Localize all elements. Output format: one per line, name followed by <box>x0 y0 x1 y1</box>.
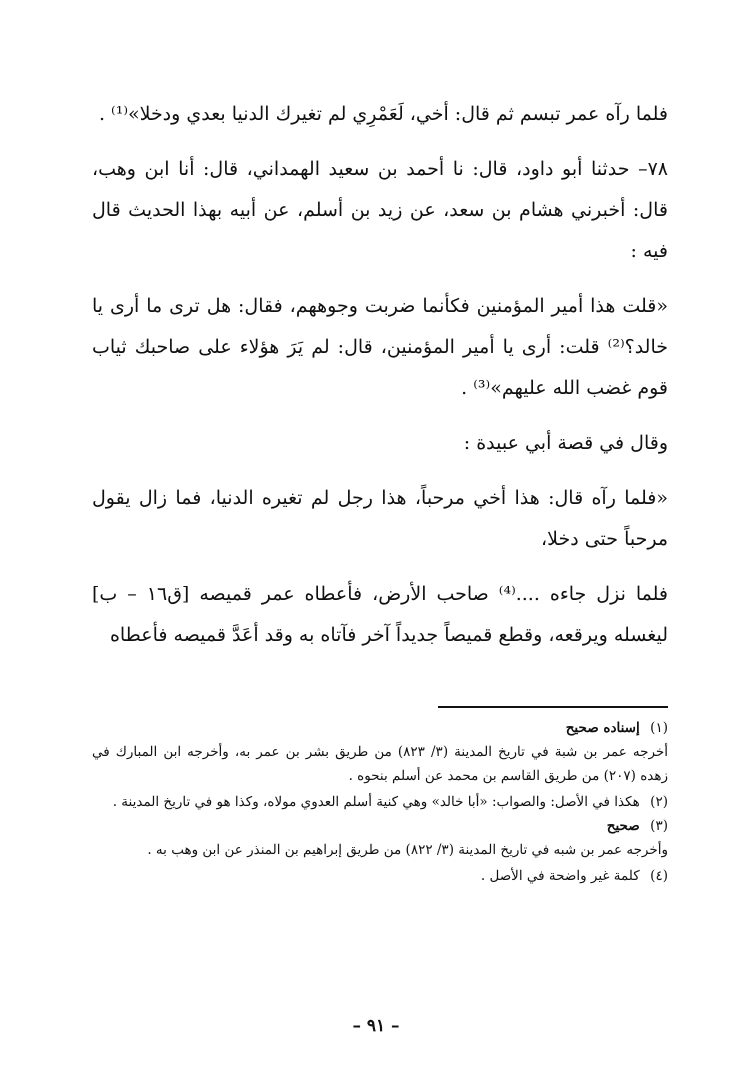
footnote-3 <box>92 814 668 838</box>
footnote-heading: صحيح <box>606 818 640 834</box>
footnote-3-body: وأخرجه عمر بن شبه في تاريخ المدينة (٣/ ٨٢٢) من طريق إبراهيم بن المنذر عن ابن وهب به . <box>147 842 668 858</box>
page-number: – ٩١ – <box>352 1016 400 1036</box>
footnote-number: (٣) <box>650 818 668 834</box>
paragraph-4: وقال في قصة أبي عبيدة : <box>463 432 668 454</box>
footnote-1-body: أخرجه عمر بن شبة في تاريخ المدينة (٣/ ٨٢٣) من طريق بشر بن عمر به، وأخرجه ابن المبارك في زهده (٢٠٧) من طريق القاسم بن محمد عن أسلم بنحوه . <box>92 744 668 784</box>
paragraph-3: «قلت هذا أمير المؤمنين فكأنما ضربت وجوههم، فقال: هل ترى ما أرى يا خالد؟⁽²⁾ قلت: أرى يا أمير المؤمنين، قال: لم يَرَ هؤلاء على صاحبك ثياب قوم غضب الله عليهم»⁽³⁾ . <box>92 295 668 399</box>
paragraph-1: فلما رآه عمر تبسم ثم قال: أخي، لَعَمْرِي لم تغيرك الدنيا بعدي ودخلا»⁽¹⁾ . <box>98 103 668 125</box>
paragraph-6: فلما نزل جاءه ....⁽⁴⁾ صاحب الأرض، فأعطاه عمر قميصه [ق١٦ – ب] ليغسله ويرقعه، وقطع قميصاً جديداً آخر فآتاه به وقد أعَدَّ قميصه فأعطاه <box>92 583 668 646</box>
paragraph-2-hadith-78: ٧٨– حدثنا أبو داود، قال: نا أحمد بن سعيد الهمداني، قال: أنا ابن وهب، قال: أخبرني هشام بن سعد، عن زيد بن أسلم، عن أبيه بهذا الحديث قال فيه : <box>92 158 668 262</box>
footnote-text: كلمة غير واضحة في الأصل . <box>480 868 640 884</box>
footnote-number: (٢) <box>650 794 668 810</box>
footnote-heading: إسناده صحيح <box>565 720 640 736</box>
footnote-number: (٤) <box>650 868 668 884</box>
footnote-text: هكذا في الأصل: والصواب: «أبا خالد» وهي كنية أسلم العدوي مولاه، وكذا هو في تاريخ المدينة . <box>112 794 640 810</box>
footnote-2 <box>92 790 668 814</box>
paragraph-5: «فلما رآه قال: هذا أخي مرحباً، هذا رجل لم تغيره الدنيا، فما زال يقول مرحباً حتى دخلا، <box>92 487 668 550</box>
footnote-number: (١) <box>650 720 668 736</box>
footnote-4 <box>92 864 668 888</box>
main-text <box>92 94 668 670</box>
footnote-separator <box>438 706 668 708</box>
footnote-1 <box>92 716 668 740</box>
footnotes <box>92 716 668 888</box>
